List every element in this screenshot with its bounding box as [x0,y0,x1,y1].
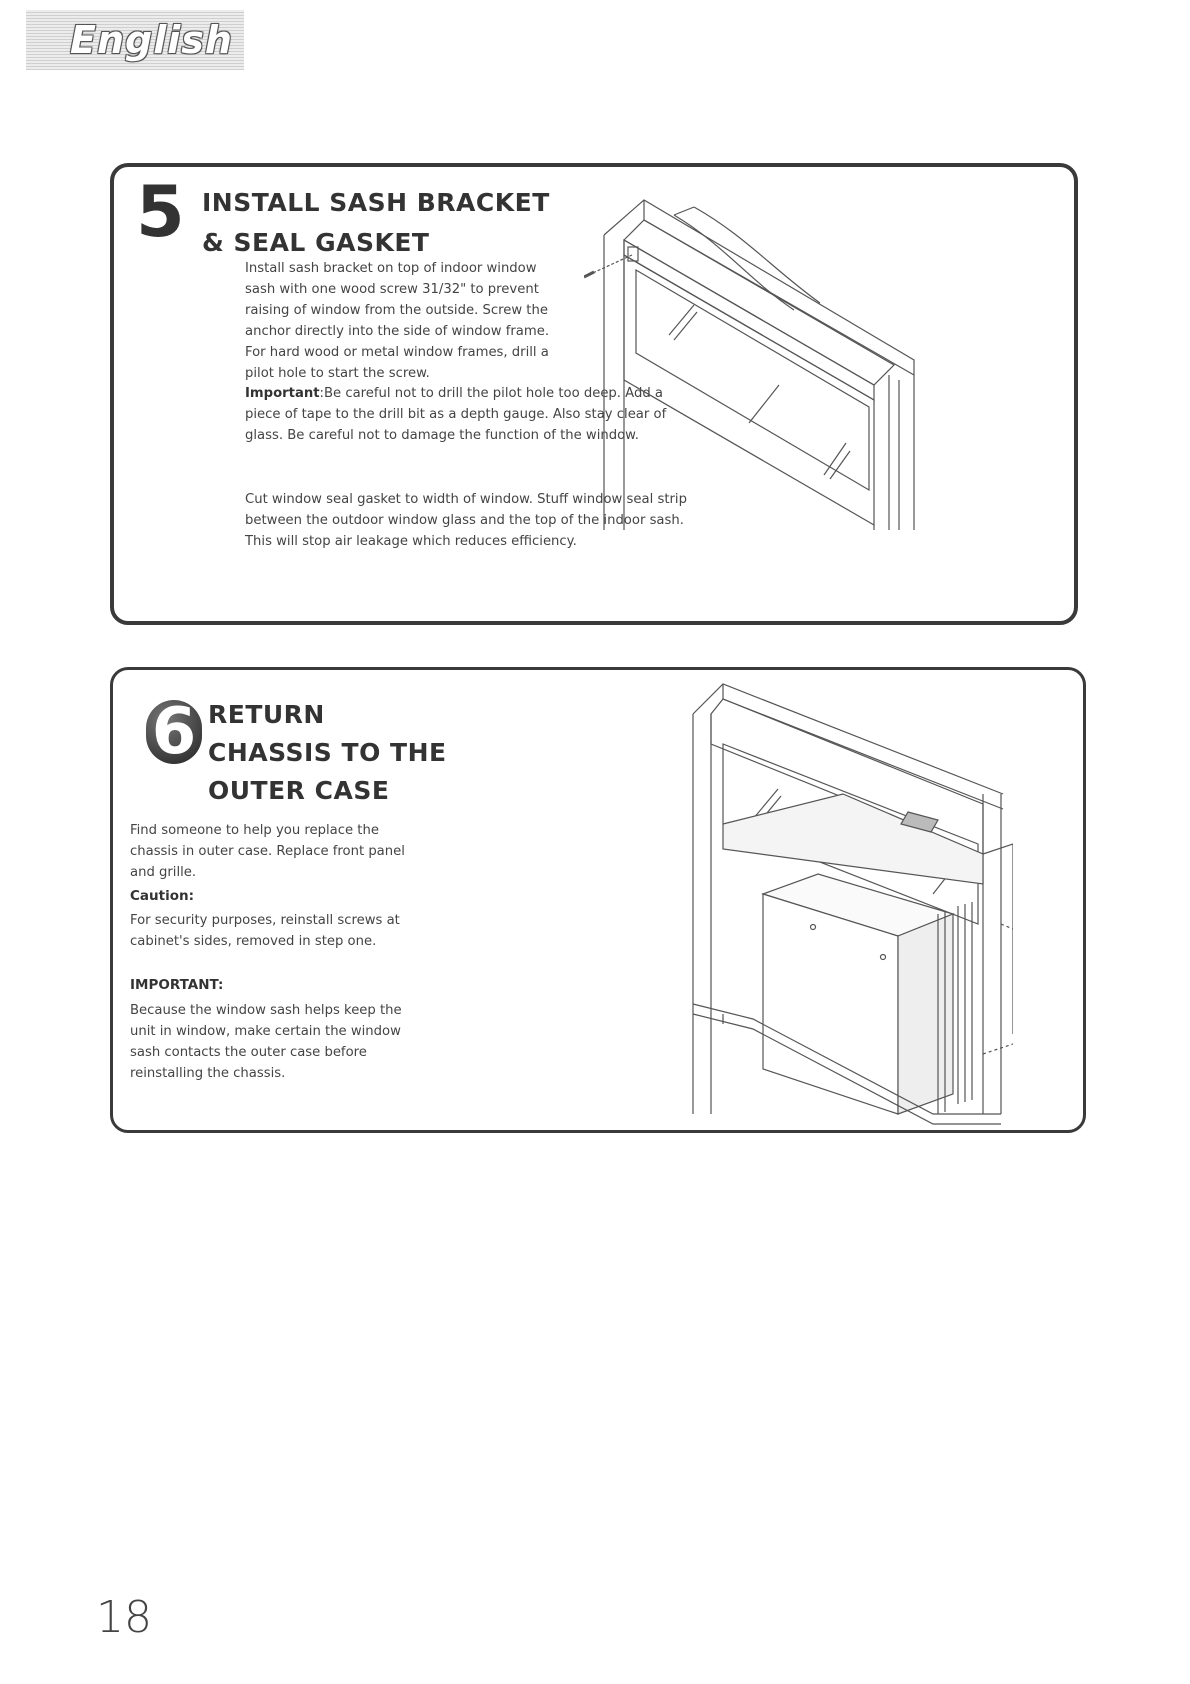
chassis-illustration [683,674,1013,1132]
language-label: English [70,18,233,62]
step-5-number: 5 [136,171,185,253]
step-6-instructions: Find someone to help you replace the chassis in outer case. Replace front panel and grille. [130,823,405,880]
step-5-title [202,183,550,263]
step-5-title-line2: & SEAL GASKET [202,228,430,257]
step-6-title-line1: RETURN [208,700,325,729]
language-tab [26,10,244,70]
step-6-title [208,696,447,810]
important-label: Important [245,386,320,401]
step-5-title-line1: INSTALL SASH BRACKET [202,188,550,217]
step-6-title-line2: CHASSIS TO THE [208,738,447,767]
step-5-instructions: Install sash bracket on top of indoor window sash with one wood screw 31/32" to prevent raising of window from the outside. Screw the anchor directly into the side of window frame. For hard wood or metal window frames, drill a pilot hole to start the screw. [245,261,550,381]
step-6-panel [110,667,1086,1133]
step-5-gasket-instructions: Cut window seal gasket to width of window. Stuff window seal strip between the outdoor window glass and the top of the indoor sash. This will stop air leakage which reduces efficiency. [245,492,687,549]
page-number: 18 [96,1592,152,1643]
important-label: IMPORTANT: [130,977,224,993]
caution-label: Caution: [130,888,194,904]
caution-text: For security purposes, reinstall screws at cabinet's sides, removed in step one. [130,913,400,949]
important-text: :Be careful not to drill the pilot hole too deep. Add a piece of tape to the drill bit as a depth gauge. Also stay clear of glass. Be careful not to damage the function of the window. [245,386,667,443]
important-text: Because the window sash helps keep the unit in window, make certain the window sash contacts the outer case before reinstalling the chassis. [130,1003,402,1081]
step-6-number: 6 [146,700,202,764]
step-5-panel [110,163,1078,625]
sash-bracket-illustration [584,185,944,530]
step-6-title-line3: OUTER CASE [208,776,390,805]
